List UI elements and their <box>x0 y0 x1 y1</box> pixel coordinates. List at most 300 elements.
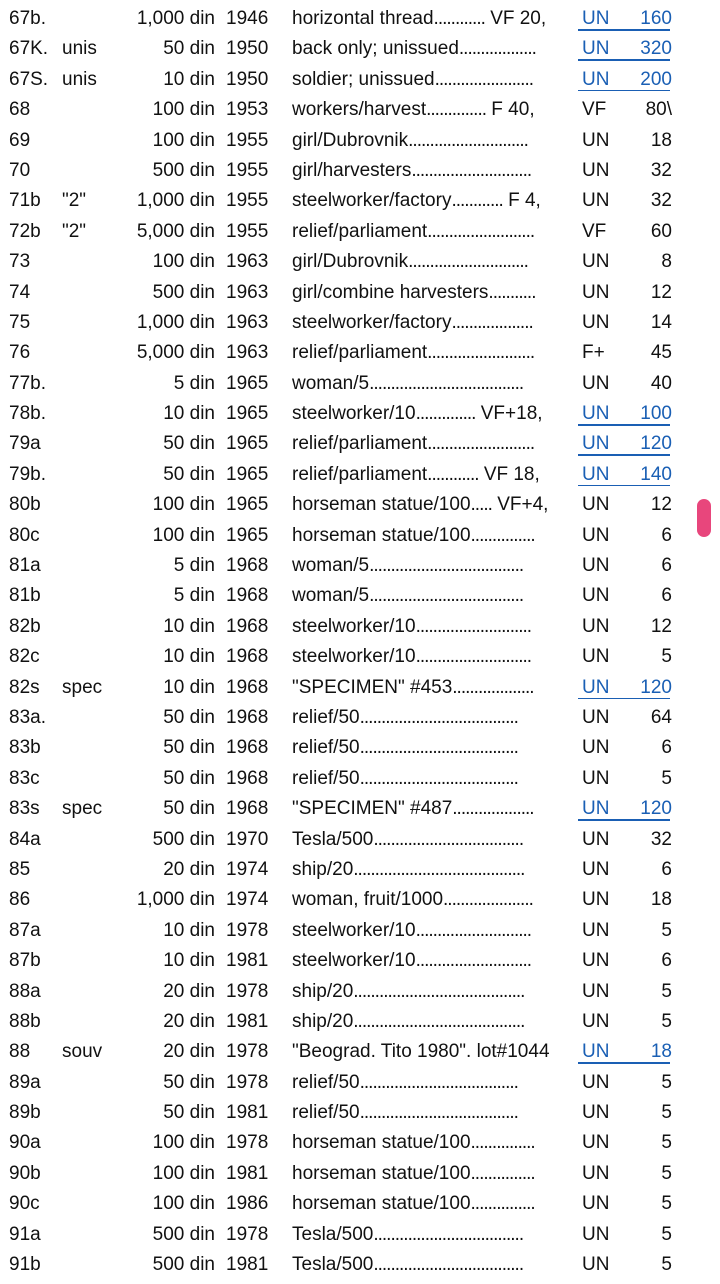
grade[interactable]: UN <box>582 403 610 425</box>
denomination: 1,000 din <box>136 889 215 911</box>
grade[interactable]: UN <box>582 798 610 820</box>
leader-dots: ........................................ <box>353 1010 525 1032</box>
grade: UN <box>582 159 610 181</box>
year: 1981 <box>226 1102 269 1124</box>
description <box>292 247 528 277</box>
catalog-number: 91b <box>9 1254 41 1276</box>
leader-dots: .................. <box>458 38 536 60</box>
description <box>292 612 531 642</box>
description <box>292 825 523 855</box>
price: 32 <box>650 828 672 850</box>
catalog-number: 82c <box>9 646 40 668</box>
description-text: steelworker/factory <box>292 190 452 212</box>
description <box>292 65 533 95</box>
denomination: 100 din <box>152 494 215 516</box>
variant-tag: spec <box>62 676 103 698</box>
price: 18 <box>650 889 672 911</box>
price[interactable]: 120 <box>640 676 672 698</box>
grade: UN <box>582 1010 610 1032</box>
price: 80\ <box>645 99 672 121</box>
denomination: 1,000 din <box>136 8 215 29</box>
year: 1963 <box>226 251 269 273</box>
description-text: girl/harvesters <box>292 159 412 181</box>
description-text: steelworker/10 <box>292 950 416 972</box>
grade: UN <box>582 372 610 394</box>
catalog-number: 75 <box>9 311 31 333</box>
leader-dots: ................................... <box>373 828 524 850</box>
catalog-number: 70 <box>9 159 31 181</box>
denomination: 50 din <box>163 798 215 820</box>
year: 1965 <box>226 403 269 425</box>
denomination: 100 din <box>152 251 215 273</box>
description-text: horseman statue/100 <box>292 1162 471 1184</box>
price: 5 <box>661 1223 672 1245</box>
condition-note: VF 18, <box>483 463 540 485</box>
catalog-number: 74 <box>9 281 31 303</box>
link-underline <box>578 29 670 31</box>
catalog-number: 80c <box>9 524 40 546</box>
denomination: 100 din <box>152 524 215 546</box>
price[interactable]: 120 <box>640 798 672 820</box>
description <box>292 278 536 308</box>
price: 5 <box>661 1162 672 1184</box>
leader-dots: ..................................... <box>359 1102 518 1124</box>
denomination: 500 din <box>152 828 215 850</box>
grade: UN <box>582 706 610 728</box>
price: 5 <box>661 1254 672 1276</box>
description-text: girl/combine harvesters <box>292 281 489 303</box>
catalog-number: 78b. <box>9 403 46 425</box>
denomination: 100 din <box>152 129 215 151</box>
table-row <box>0 885 720 915</box>
description <box>292 642 531 672</box>
table-row <box>0 308 720 338</box>
year: 1968 <box>226 798 269 820</box>
catalog-number: 87b <box>9 950 41 972</box>
year: 1974 <box>226 858 269 880</box>
description-text: relief/parliament <box>292 220 428 242</box>
price[interactable]: 140 <box>640 463 672 485</box>
description <box>292 126 528 156</box>
catalog-number: 79b. <box>9 463 46 485</box>
catalog-number: 84a <box>9 828 41 850</box>
link-underline <box>578 485 670 487</box>
description-text: girl/Dubrovnik <box>292 129 409 151</box>
description-text: relief/parliament <box>292 433 428 455</box>
description <box>292 1250 523 1280</box>
price: 6 <box>661 585 672 607</box>
table-row <box>0 581 720 611</box>
price[interactable]: 100 <box>640 403 672 425</box>
grade: UN <box>582 828 610 850</box>
table-row <box>0 855 720 885</box>
catalog-number: 89a <box>9 1071 41 1093</box>
variant-tag: spec <box>62 798 103 820</box>
table-row <box>0 733 720 763</box>
price: 18 <box>650 129 672 151</box>
catalog-number: 90b <box>9 1162 41 1184</box>
price: 5 <box>661 1132 672 1154</box>
denomination: 100 din <box>152 1162 215 1184</box>
denomination: 10 din <box>163 68 215 90</box>
price: 64 <box>650 706 672 728</box>
leader-dots: ..... <box>470 494 492 516</box>
denomination: 50 din <box>163 433 215 455</box>
table-row <box>0 1250 720 1280</box>
leader-dots: ............................ <box>408 251 528 273</box>
description-text: woman/5 <box>292 372 370 394</box>
year: 1968 <box>226 706 269 728</box>
year: 1981 <box>226 950 269 972</box>
description <box>292 4 546 34</box>
catalog-number: 69 <box>9 129 31 151</box>
table-row <box>0 429 720 459</box>
denomination: 500 din <box>152 1254 215 1276</box>
year: 1968 <box>226 615 269 637</box>
denomination: 10 din <box>163 919 215 941</box>
grade: UN <box>582 1254 610 1276</box>
table-row <box>0 1007 720 1037</box>
table-row <box>0 460 720 490</box>
description <box>292 217 534 247</box>
description-text: horseman statue/100 <box>292 494 471 516</box>
table-row <box>0 217 720 247</box>
table-row <box>0 1159 720 1189</box>
description <box>292 733 518 763</box>
grade: UN <box>582 1102 610 1124</box>
variant-tag: unis <box>62 68 97 90</box>
price: 5 <box>661 1010 672 1032</box>
denomination: 50 din <box>163 737 215 759</box>
grade: UN <box>582 980 610 1002</box>
leader-dots: ............... <box>470 1193 535 1215</box>
table-row <box>0 764 720 794</box>
leader-dots: ............... <box>470 1162 535 1184</box>
description-text: steelworker/10 <box>292 403 416 425</box>
link-underline <box>578 454 670 456</box>
denomination: 10 din <box>163 676 215 698</box>
leader-dots: ............ <box>451 190 503 212</box>
description <box>292 1128 535 1158</box>
denomination: 5 din <box>173 372 215 394</box>
grade[interactable]: UN <box>582 463 610 485</box>
description-text: "SPECIMEN" #453 <box>292 676 453 698</box>
description <box>292 34 536 64</box>
price: 14 <box>650 311 672 333</box>
grade: UN <box>582 646 610 668</box>
description-text: "SPECIMEN" #487 <box>292 798 453 820</box>
description <box>292 1159 535 1189</box>
denomination: 5,000 din <box>136 220 215 242</box>
grade: UN <box>582 555 610 577</box>
grade: UN <box>582 1223 610 1245</box>
leader-dots: .............. <box>426 99 487 121</box>
grade: UN <box>582 311 610 333</box>
denomination: 50 din <box>163 706 215 728</box>
denomination: 50 din <box>163 1071 215 1093</box>
year: 1955 <box>226 129 269 151</box>
variant-tag: "2" <box>62 220 87 242</box>
leader-dots: ..................................... <box>359 1071 518 1093</box>
denomination: 20 din <box>163 858 215 880</box>
leader-dots: ..................................... <box>359 737 518 759</box>
description-text: steelworker/10 <box>292 646 416 668</box>
table-row <box>0 247 720 277</box>
description-text: soldier; unissued <box>292 68 435 90</box>
year: 1978 <box>226 980 269 1002</box>
description <box>292 946 531 976</box>
grade: UN <box>582 585 610 607</box>
catalog-number: 90c <box>9 1193 40 1215</box>
grade: UN <box>582 281 610 303</box>
year: 1953 <box>226 99 269 121</box>
description <box>292 673 534 703</box>
price: 6 <box>661 737 672 759</box>
table-row <box>0 703 720 733</box>
year: 1968 <box>226 737 269 759</box>
table-row <box>0 977 720 1007</box>
description-text: steelworker/10 <box>292 919 416 941</box>
catalog-number: 90a <box>9 1132 41 1154</box>
catalog-number: 83c <box>9 767 40 789</box>
catalog-number: 91a <box>9 1223 41 1245</box>
description <box>292 369 523 399</box>
price: 45 <box>650 342 672 364</box>
leader-dots: .................................... <box>369 585 524 607</box>
scroll-thumb[interactable] <box>697 499 711 537</box>
table-row <box>0 794 720 824</box>
price[interactable]: 160 <box>640 8 672 29</box>
table-row <box>0 642 720 672</box>
table-row <box>0 1037 720 1067</box>
grade: UN <box>582 1132 610 1154</box>
condition-note: F 40, <box>491 99 535 121</box>
description <box>292 1098 518 1128</box>
description <box>292 551 523 581</box>
table-row <box>0 825 720 855</box>
description-text: relief/parliament <box>292 342 428 364</box>
description <box>292 186 541 216</box>
table-row <box>0 1189 720 1219</box>
year: 1965 <box>226 372 269 394</box>
denomination: 10 din <box>163 646 215 668</box>
price: 5 <box>661 1193 672 1215</box>
year: 1950 <box>226 38 269 60</box>
price[interactable]: 120 <box>640 433 672 455</box>
grade[interactable]: UN <box>582 8 610 29</box>
leader-dots: ................... <box>451 311 533 333</box>
grade: UN <box>582 190 610 212</box>
catalog-number: 86 <box>9 889 31 911</box>
table-row <box>0 1068 720 1098</box>
denomination: 20 din <box>163 1010 215 1032</box>
denomination: 20 din <box>163 1041 215 1063</box>
year: 1965 <box>226 463 269 485</box>
table-row <box>0 946 720 976</box>
leader-dots: ....................... <box>434 68 534 90</box>
description <box>292 977 524 1007</box>
leader-dots: ................................... <box>373 1254 524 1276</box>
grade: UN <box>582 737 610 759</box>
table-row <box>0 156 720 186</box>
grade: VF <box>582 220 607 242</box>
description-text: relief/50 <box>292 706 360 728</box>
description-text: horseman statue/100 <box>292 1193 471 1215</box>
grade[interactable]: UN <box>582 433 610 455</box>
description-text: Tesla/500 <box>292 1254 374 1276</box>
description-text: Tesla/500 <box>292 1223 374 1245</box>
description <box>292 764 518 794</box>
leader-dots: ............ <box>433 8 485 29</box>
year: 1970 <box>226 828 269 850</box>
table-row <box>0 490 720 520</box>
grade: VF <box>582 99 607 121</box>
price: 5 <box>661 1071 672 1093</box>
price: 12 <box>650 281 672 303</box>
description <box>292 855 524 885</box>
year: 1968 <box>226 646 269 668</box>
description-text: horseman statue/100 <box>292 1132 471 1154</box>
catalog-number: 83s <box>9 798 40 820</box>
denomination: 50 din <box>163 767 215 789</box>
description <box>292 490 548 520</box>
link-underline <box>578 698 670 700</box>
table-row <box>0 1098 720 1128</box>
grade[interactable]: UN <box>582 38 610 60</box>
price: 5 <box>661 1102 672 1124</box>
denomination: 10 din <box>163 615 215 637</box>
denomination: 1,000 din <box>136 190 215 212</box>
condition-note: VF+18, <box>480 403 543 425</box>
year: 1968 <box>226 676 269 698</box>
variant-tag: "2" <box>62 190 87 212</box>
year: 1955 <box>226 190 269 212</box>
denomination: 50 din <box>163 38 215 60</box>
table-row <box>0 399 720 429</box>
catalog-number: 85 <box>9 858 31 880</box>
denomination: 100 din <box>152 1132 215 1154</box>
table-row <box>0 95 720 125</box>
description <box>292 308 533 338</box>
price: 32 <box>650 190 672 212</box>
year: 1978 <box>226 1132 269 1154</box>
description-text: horizontal thread <box>292 8 434 29</box>
year: 1978 <box>226 919 269 941</box>
description-text: girl/Dubrovnik <box>292 251 409 273</box>
catalog-number: 82b <box>9 615 41 637</box>
denomination: 5 din <box>173 585 215 607</box>
year: 1965 <box>226 494 269 516</box>
grade: UN <box>582 950 610 972</box>
leader-dots: ........................................ <box>353 858 525 880</box>
grade[interactable]: UN <box>582 676 610 698</box>
leader-dots: ............... <box>470 524 535 546</box>
leader-dots: ..................................... <box>359 706 518 728</box>
description-text: woman, fruit/1000 <box>292 889 444 911</box>
year: 1955 <box>226 220 269 242</box>
table-row <box>0 1128 720 1158</box>
table-row <box>0 338 720 368</box>
leader-dots: ............ <box>427 463 479 485</box>
description-text: relief/50 <box>292 767 360 789</box>
denomination: 100 din <box>152 1193 215 1215</box>
leader-dots: ................................... <box>373 1223 524 1245</box>
year: 1978 <box>226 1071 269 1093</box>
table-row <box>0 126 720 156</box>
price[interactable]: 18 <box>650 1041 672 1063</box>
table-row <box>0 521 720 551</box>
catalog-number: 76 <box>9 342 31 364</box>
grade[interactable]: UN <box>582 68 610 90</box>
grade[interactable]: UN <box>582 1041 610 1063</box>
description <box>292 581 523 611</box>
year: 1968 <box>226 585 269 607</box>
description <box>292 429 534 459</box>
description-text: relief/50 <box>292 1102 360 1124</box>
price: 6 <box>661 555 672 577</box>
catalog-number: 73 <box>9 251 31 273</box>
catalog-number: 82s <box>9 676 40 698</box>
price: 5 <box>661 980 672 1002</box>
catalog-number: 89b <box>9 1102 41 1124</box>
description-text: relief/parliament <box>292 463 428 485</box>
price: 6 <box>661 524 672 546</box>
leader-dots: ........... <box>488 281 536 303</box>
catalog-number: 79a <box>9 433 41 455</box>
catalog-number: 67S. <box>9 68 49 90</box>
leader-dots: ......................... <box>427 220 535 242</box>
leader-dots: ......................... <box>427 342 535 364</box>
table-row <box>0 186 720 216</box>
denomination: 50 din <box>163 463 215 485</box>
table-row <box>0 65 720 95</box>
grade: UN <box>582 494 610 516</box>
price: 32 <box>650 159 672 181</box>
grade: UN <box>582 615 610 637</box>
year: 1965 <box>226 524 269 546</box>
catalog-number: 80b <box>9 494 41 516</box>
catalog-number: 68 <box>9 99 31 121</box>
description-text: ship/20 <box>292 858 354 880</box>
year: 1978 <box>226 1223 269 1245</box>
catalog-number: 77b. <box>9 372 46 394</box>
price[interactable]: 320 <box>640 38 672 60</box>
price: 6 <box>661 950 672 972</box>
description-text: ship/20 <box>292 1010 354 1032</box>
leader-dots: ............................ <box>411 159 532 181</box>
price[interactable]: 200 <box>640 68 672 90</box>
year: 1978 <box>226 1041 269 1063</box>
description <box>292 156 531 186</box>
grade: UN <box>582 129 610 151</box>
catalog-number: 72b <box>9 220 41 242</box>
description <box>292 460 540 490</box>
grade: UN <box>582 1193 610 1215</box>
description <box>292 1068 518 1098</box>
link-underline <box>578 90 670 92</box>
leader-dots: ..................... <box>443 889 533 911</box>
description <box>292 1037 550 1067</box>
description-text: workers/harvest <box>292 99 427 121</box>
year: 1963 <box>226 281 269 303</box>
denomination: 1,000 din <box>136 311 215 333</box>
denomination: 5,000 din <box>136 342 215 364</box>
description <box>292 95 535 125</box>
price: 12 <box>650 494 672 516</box>
link-underline <box>578 1062 670 1064</box>
price: 60 <box>650 220 672 242</box>
catalog-number: 67K. <box>9 38 49 60</box>
